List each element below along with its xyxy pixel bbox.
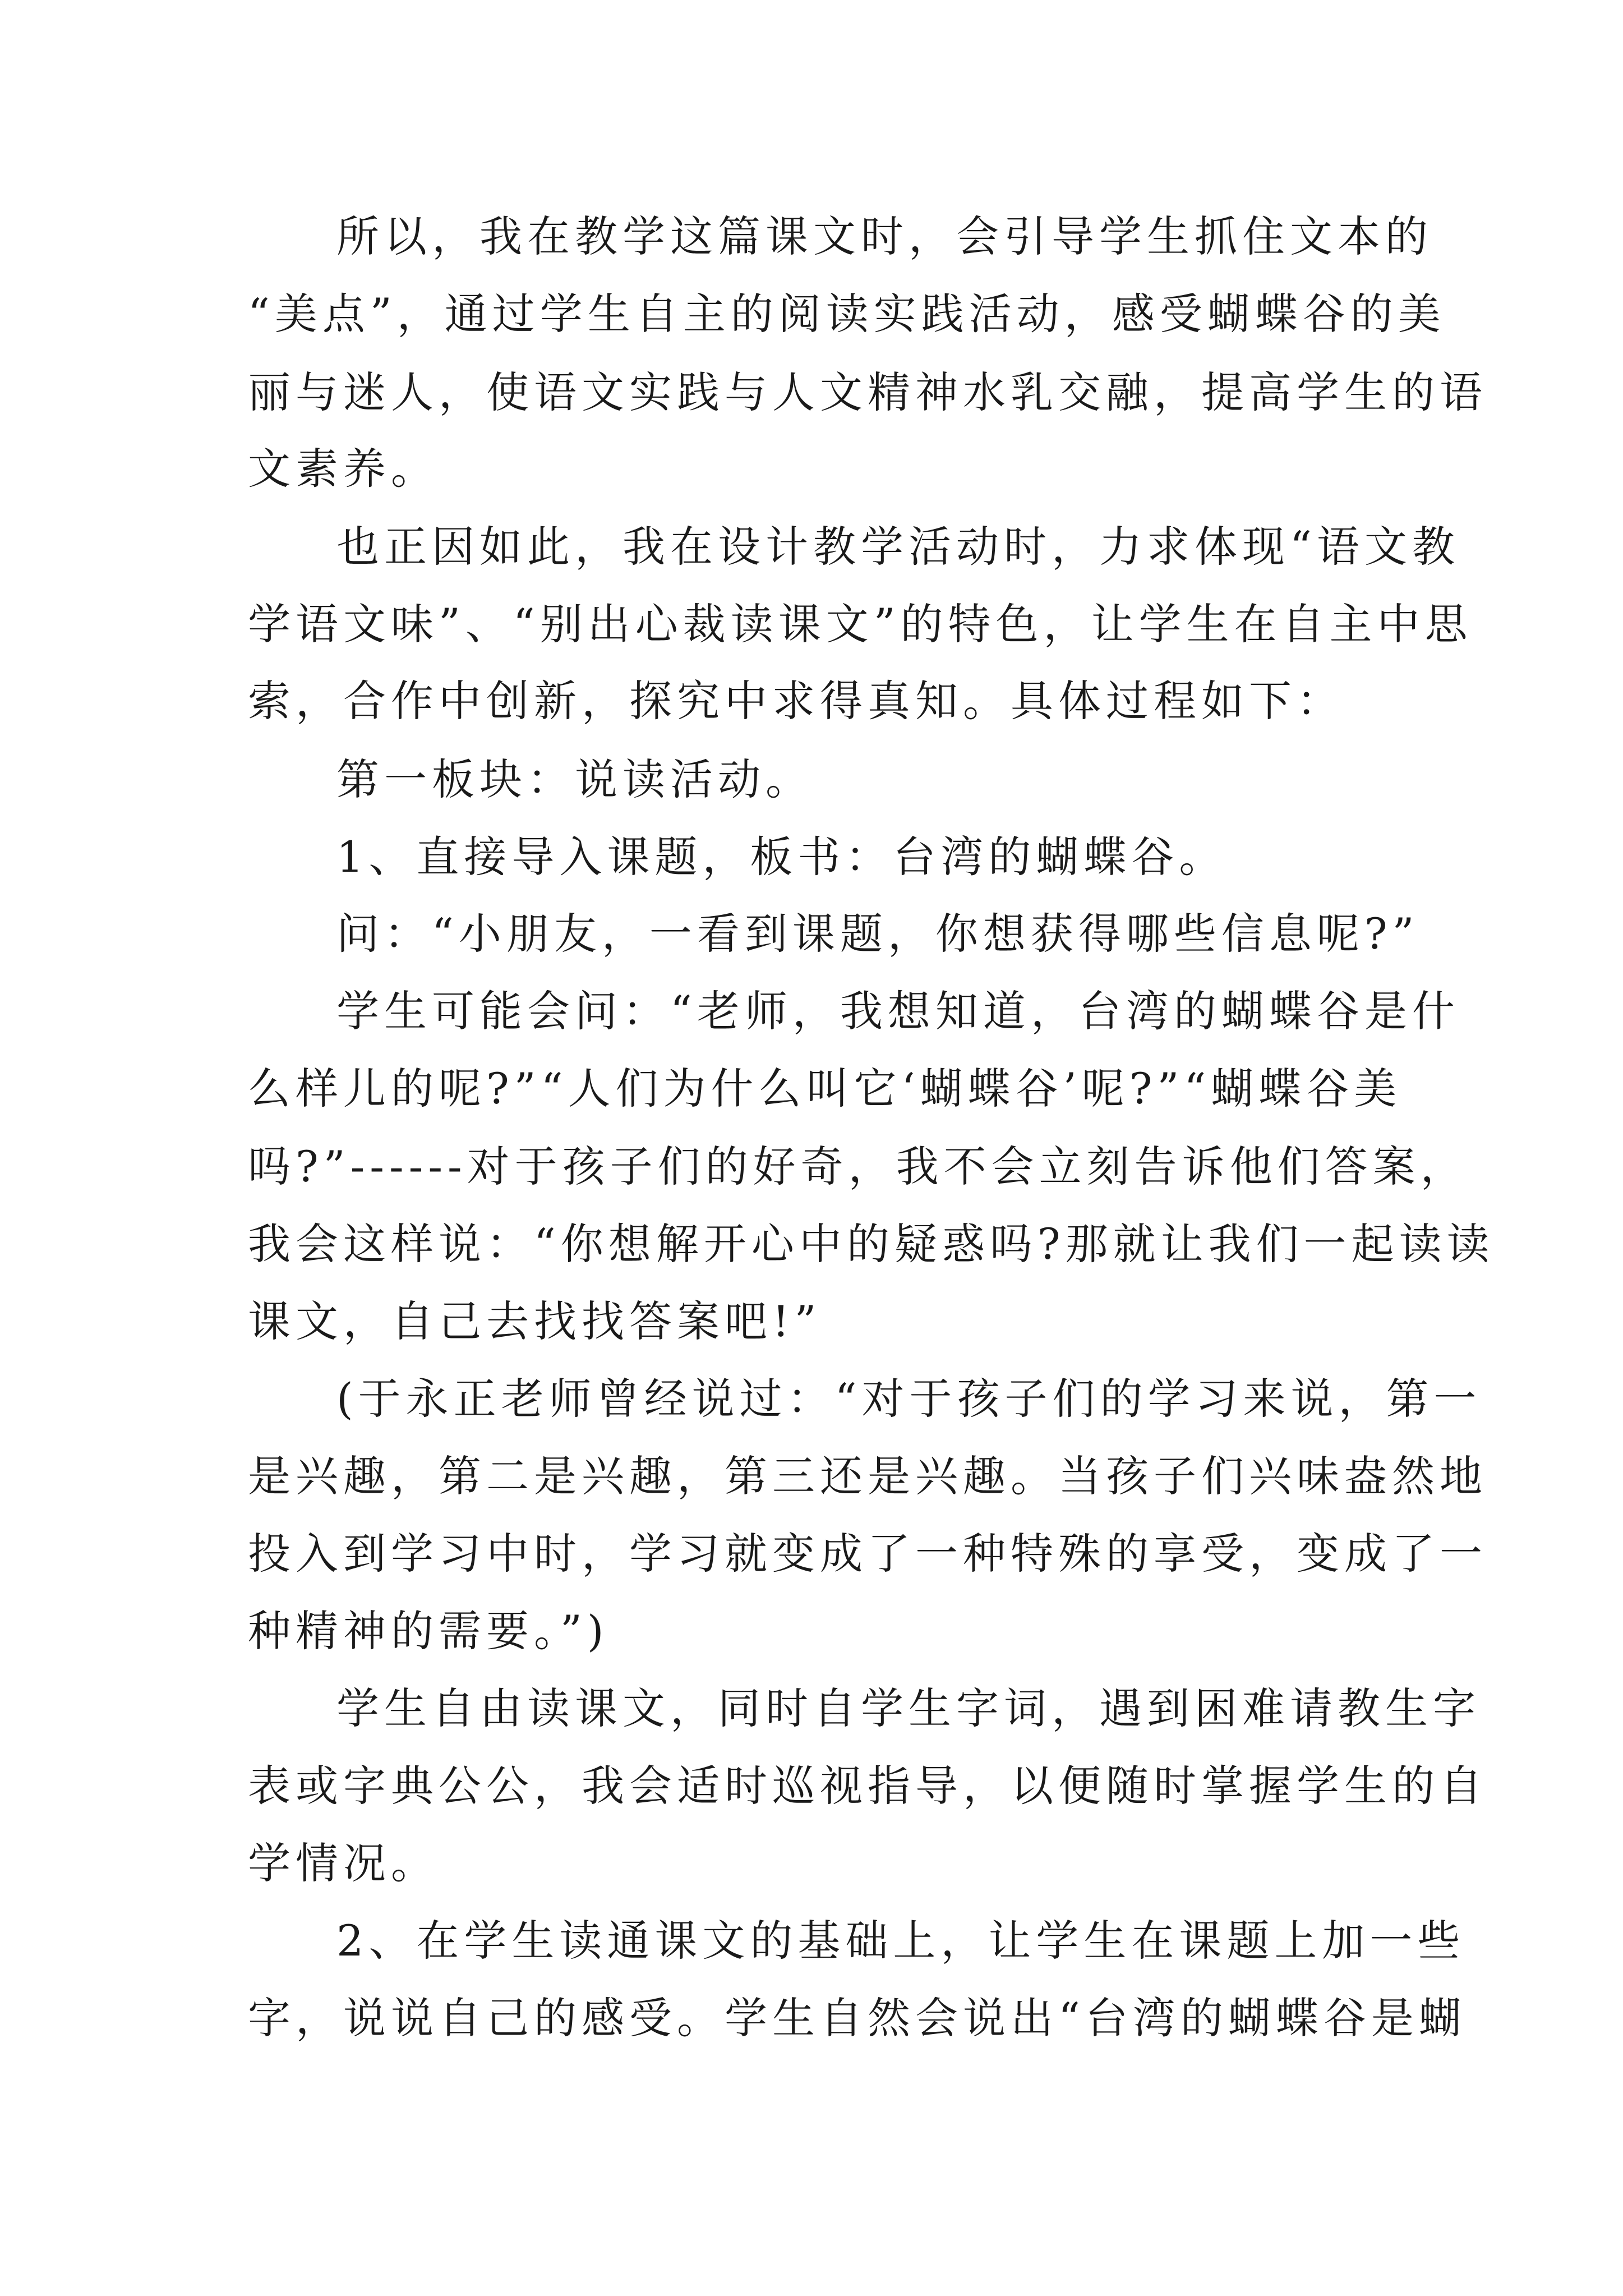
paragraph-2-line-1: 也正因如此，我在设计教学活动时，力求体现“语文教	[336, 522, 1460, 572]
paragraph-2-line-3: 索，合作中创新，探究中求得真知。具体过程如下：	[248, 676, 1344, 726]
paragraph-1-line-2: “美点”，通过学生自主的阅读实践活动，感受蝴蝶谷的美	[248, 289, 1446, 339]
paragraph-7-line-3: 学情况。	[248, 1838, 439, 1888]
paragraph-6-line-3: 投入到学习中时，学习就变成了一种特殊的享受，变成了一	[248, 1529, 1487, 1579]
step-1-line: 1、直接导入课题，板书：台湾的蝴蝶谷。	[336, 832, 1227, 882]
paragraph-7-line-2: 表或字典公公，我会适时巡视指导，以便随时掌握学生的自	[248, 1761, 1487, 1811]
paragraph-5-line-2: 么样儿的呢?”“人们为什么叫它‘蝴蝶谷’呢?”“蝴蝶谷美	[248, 1064, 1402, 1114]
paragraph-6-line-1: (于永正老师曾经说过：“对于孩子们的学习来说，第一	[336, 1374, 1482, 1424]
paragraph-1-line-4: 文素养。	[248, 444, 439, 494]
paragraph-2-line-2: 学语文味”、“别出心裁读课文”的特色，让学生在自主中思	[248, 599, 1473, 649]
paragraph-1-line-3: 丽与迷人，使语文实践与人文精神水乳交融，提高学生的语	[248, 367, 1487, 417]
paragraph-8-line-2: 字，说说自己的感受。学生自然会说出“台湾的蝴蝶谷是蝴	[248, 1993, 1467, 2043]
question-line: 问：“小朋友，一看到课题，你想获得哪些信息呢?”	[336, 909, 1419, 959]
paragraph-6-line-2: 是兴趣，第二是兴趣，第三还是兴趣。当孩子们兴味盎然地	[248, 1451, 1487, 1501]
paragraph-8-line-1: 2、在学生读通课文的基础上，让学生在课题上加一些	[336, 1916, 1465, 1966]
paragraph-5-line-5: 课文，自己去找找答案吧!”	[248, 1296, 822, 1346]
paragraph-5-line-4: 我会这样说：“你想解开心中的疑惑吗?那就让我们一起读读	[248, 1219, 1495, 1269]
paragraph-1-line-1: 所以，我在教学这篇课文时，会引导学生抓住文本的	[336, 211, 1433, 261]
paragraph-7-line-1: 学生自由读课文，同时自学生字词，遇到困难请教生字	[336, 1683, 1481, 1733]
paragraph-6-line-4: 种精神的需要。”)	[248, 1606, 609, 1656]
section-heading: 第一板块：说读活动。	[336, 754, 813, 804]
paragraph-5-line-3: 吗?”------对于孩子们的好奇，我不会立刻告诉他们答案，	[248, 1142, 1468, 1191]
paragraph-5-line-1: 学生可能会问：“老师，我想知道，台湾的蝴蝶谷是什	[336, 986, 1460, 1036]
